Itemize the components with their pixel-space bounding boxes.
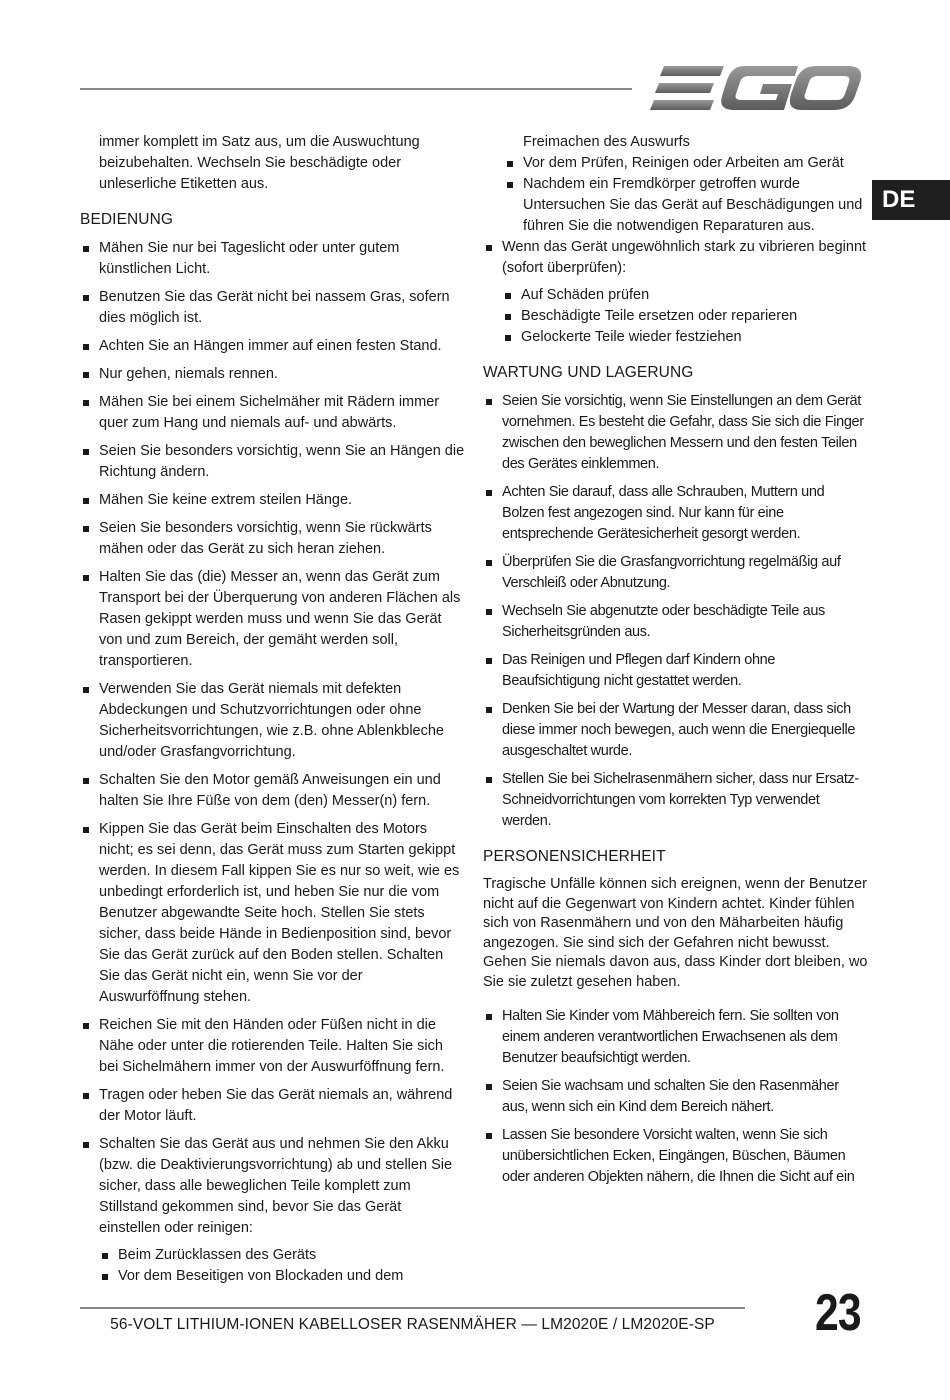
sub-list xyxy=(99,1245,465,1287)
list-item: Achten Sie darauf, dass alle Schrauben, Muttern und Bolzen fest angezogen sind. Nur kann für eine entsprechende Gerätesicherheit gesorgt werden. xyxy=(483,482,868,545)
list-item: Mähen Sie keine extrem steilen Hänge. xyxy=(80,490,465,511)
personal-safety-list xyxy=(483,1006,868,1188)
list-item: Wechseln Sie abgenutzte oder beschädigte Teile aus Sicherheitsgründen aus. xyxy=(483,601,868,643)
page-number: 23 xyxy=(815,1284,861,1342)
list-item: Achten Sie an Hängen immer auf einen festen Stand. xyxy=(80,336,465,357)
list-item: Verwenden Sie das Gerät niemals mit defekten Abdeckungen und Schutzvorrichtungen oder ohne Sicherheitsvorrichtungen, wie z.B. ohne Ablenkbleche und/oder Grasfangvorrichtung. xyxy=(80,679,465,763)
list-item: Seien Sie besonders vorsichtig, wenn Sie an Hängen die Richtung ändern. xyxy=(80,441,465,483)
vibration-list xyxy=(483,237,868,348)
left-column xyxy=(80,132,465,1294)
list-item: Benutzen Sie das Gerät nicht bei nassem Gras, sofern dies möglich ist. xyxy=(80,287,465,329)
personal-safety-paragraph: Tragische Unfälle können sich ereignen, wenn der Benutzer nicht auf die Gegenwart von Kindern achtet. Kinder fühlen sich von Rasenmähern und von den Mäharbeiten häufig angezogen. Sie sind sich der Gefahren nicht bewusst. Gehen Sie niemals davon aus, dass Kinder dort bleiben, wo Sie sie zuletzt gesehen haben. xyxy=(483,876,868,990)
list-item: Seien Sie besonders vorsichtig, wenn Sie rückwärts mähen oder das Gerät zu sich heran ziehen. xyxy=(80,518,465,560)
list-item: Nur gehen, niemals rennen. xyxy=(80,364,465,385)
language-tab: DE xyxy=(872,180,950,220)
section-heading-maintenance: WARTUNG UND LAGERUNG xyxy=(483,364,694,381)
list-item: Tragen oder heben Sie das Gerät niemals an, während der Motor läuft. xyxy=(80,1085,465,1127)
sub-list xyxy=(502,285,868,348)
list-item: Das Reinigen und Pflegen darf Kindern ohne Beaufsichtigung nicht gestattet werden. xyxy=(483,650,868,692)
footer-rule xyxy=(80,1307,745,1309)
list-item: Mähen Sie nur bei Tageslicht oder unter gutem künstlichen Licht. xyxy=(80,238,465,280)
list-item: Reichen Sie mit den Händen oder Füßen nicht in die Nähe oder unter die rotierenden Teile. Halten Sie sich bei Sichelmähern immer von der Auswurföffnung fern. xyxy=(80,1015,465,1078)
list-item: Halten Sie das (die) Messer an, wenn das Gerät zum Transport bei der Überquerung von anderen Flächen als Rasen gekippt werden muss und wenn Sie das Gerät von und zum Bereich, der gemäht werden soll, transportieren. xyxy=(80,567,465,672)
list-item-text: Wenn das Gerät ungewöhnlich stark zu vibrieren beginnt (sofort überprüfen): xyxy=(502,239,867,276)
sub-list-item: Beschädigte Teile ersetzen oder reparieren xyxy=(502,306,868,327)
sub-list-item: Nachdem ein Fremdkörper getroffen wurde Untersuchen Sie das Gerät auf Beschädigungen und führen Sie die notwendigen Reparaturen aus. xyxy=(483,174,868,237)
sub-list-item: Beim Zurücklassen des Geräts xyxy=(99,1245,465,1266)
section-heading-operation: BEDIENUNG xyxy=(80,211,174,228)
operation-list xyxy=(80,238,465,1287)
list-item-text: Schalten Sie das Gerät aus und nehmen Sie den Akku (bzw. die Deaktivierungsvorrichtung) ab und stellen Sie sicher, dass alle beweglichen Teile komplett zum Stillstand gekommen sind, bevor Sie das Gerät einstellen oder reinigen: xyxy=(99,1136,453,1236)
right-column xyxy=(483,132,868,1195)
list-item: Denken Sie bei der Wartung der Messer daran, dass sich diese immer noch bewegen, auch wenn die Energiequelle ausgeschaltet wurde. xyxy=(483,699,868,762)
list-item: Überprüfen Sie die Grasfangvorrichtung regelmäßig auf Verschleiß oder Abnutzung. xyxy=(483,552,868,594)
ego-logo xyxy=(650,62,862,114)
list-item: Mähen Sie bei einem Sichelmäher mit Rädern immer quer zum Hang und niemals auf- und abwärts. xyxy=(80,392,465,434)
continued-paragraph: immer komplett im Satz aus, um die Auswuchtung beizubehalten. Wechseln Sie beschädigte oder unleserliche Etiketten aus. xyxy=(99,134,420,192)
sub-list-item: Vor dem Beseitigen von Blockaden und dem xyxy=(99,1266,465,1287)
sub-list-continued xyxy=(483,153,868,237)
list-item: Stellen Sie bei Sichelrasenmähern sicher, dass nur Ersatz-Schneidvorrichtungen vom korrekten Typ verwendet werden. xyxy=(483,769,868,832)
section-heading-personal-safety: PERSONENSICHERHEIT xyxy=(483,848,666,865)
sub-list-item: Vor dem Prüfen, Reinigen oder Arbeiten am Gerät xyxy=(483,153,868,174)
list-item: Seien Sie wachsam und schalten Sie den Rasenmäher aus, wenn sich ein Kind dem Bereich nähert. xyxy=(483,1076,868,1118)
list-item: Kippen Sie das Gerät beim Einschalten des Motors nicht; es sei denn, das Gerät muss zum Starten gekippt werden. In diesem Fall kippen Sie es nur so weit, wie es unbedingt erforderlich ist, und heben Sie nur die vom Benutzer abgewandte Seite hoch. Stellen Sie stets sicher, dass beide Hände in Bedienposition sind, bevor Sie das Gerät zurück auf den Boden stellen. Schalten Sie das Gerät nicht ein, wenn Sie vor der Auswurföffnung stehen. xyxy=(80,819,465,1008)
header-rule xyxy=(80,88,632,90)
maintenance-list xyxy=(483,391,868,832)
list-item: Schalten Sie den Motor gemäß Anweisungen ein und halten Sie Ihre Füße von dem (den) Messer(n) fern. xyxy=(80,770,465,812)
sub-list-item: Auf Schäden prüfen xyxy=(502,285,868,306)
list-item: Seien Sie vorsichtig, wenn Sie Einstellungen an dem Gerät vornehmen. Es besteht die Gefahr, dass Sie sich die Finger zwischen den beweglichen Messern und den festen Teilen des Gerätes einklemmen. xyxy=(483,391,868,475)
list-item: Lassen Sie besondere Vorsicht walten, wenn Sie sich unübersichtlichen Ecken, Eingängen, Büschen, Bäumen oder anderen Objekten nähern, die Ihnen die Sicht auf ein xyxy=(483,1125,868,1188)
sub-list-item: Gelockerte Teile wieder festziehen xyxy=(502,327,868,348)
list-item xyxy=(80,1134,465,1287)
continued-sub-item: Freimachen des Auswurfs xyxy=(523,134,690,150)
list-item: Halten Sie Kinder vom Mähbereich fern. Sie sollten von einem anderen verantwortlichen Erwachsenen als dem Benutzer beaufsichtigt werden. xyxy=(483,1006,868,1069)
footer-title: 56-VOLT LITHIUM-IONEN KABELLOSER RASENMÄHER — LM2020E / LM2020E-SP xyxy=(110,1316,715,1333)
list-item xyxy=(483,237,868,348)
